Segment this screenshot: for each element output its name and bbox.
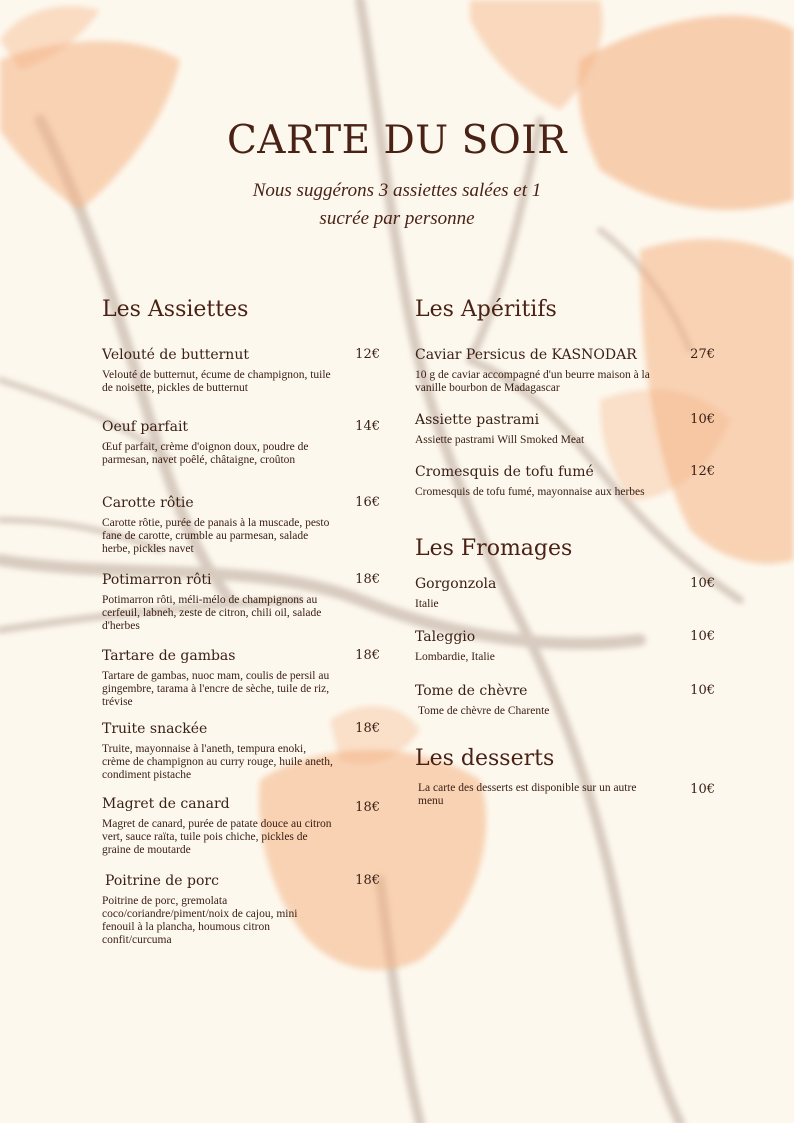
item-name: Oeuf parfait: [102, 419, 189, 435]
item-description: Velouté de butternut, écume de champignon, tuile de noisette, pickles de butternut: [102, 369, 331, 394]
section-title-aperitifs: Les Apéritifs: [415, 297, 557, 322]
item-name: Assiette pastrami: [415, 412, 540, 428]
item-price: 10€: [690, 629, 715, 644]
item-name: Caviar Persicus de KASNODAR: [415, 347, 637, 363]
item-description: Assiette pastrami Will Smoked Meat: [415, 434, 585, 446]
item-description: La carte des desserts est disponible sur un autre menu: [418, 782, 637, 807]
item-name: Taleggio: [415, 629, 476, 645]
page-subtitle: Nous suggérons 3 assiettes salées et 1 sucrée par personne: [252, 180, 542, 229]
item-price: 12€: [355, 347, 380, 362]
menu-item: [415, 683, 715, 718]
menu-item: [415, 412, 715, 447]
page-title: CARTE DU SOIR: [226, 118, 568, 163]
item-price: 10€: [690, 412, 715, 427]
item-name: Tome de chèvre: [415, 683, 528, 699]
item-price: 18€: [355, 648, 380, 663]
item-name: Carotte rôtie: [102, 495, 194, 511]
item-name: Poitrine de porc: [105, 873, 219, 889]
item-name: Tartare de gambas: [102, 648, 236, 664]
menu-item: [102, 873, 380, 947]
menu-item: [415, 464, 715, 499]
item-name: Truite snackée: [102, 721, 208, 737]
item-description: Truite, mayonnaise à l'aneth, tempura enoki, crème de champignon au curry rouge, huile aneth, condiment pistache: [102, 743, 333, 781]
item-price: 10€: [690, 683, 715, 698]
item-price: 12€: [690, 464, 715, 479]
item-name: Cromesquis de tofu fumé: [415, 464, 594, 480]
item-name: Potimarron rôti: [102, 572, 212, 588]
item-price: 16€: [355, 495, 380, 510]
item-price: 18€: [355, 873, 380, 888]
item-name: Magret de canard: [102, 796, 230, 812]
menu-item: [102, 721, 380, 782]
menu-item: [415, 347, 715, 395]
item-price: 18€: [355, 800, 380, 815]
item-price: 27€: [690, 347, 715, 362]
menu-item: [415, 629, 715, 664]
item-price: 14€: [355, 419, 380, 434]
item-description: Poitrine de porc, gremolata coco/coriandre/piment/noix de cajou, mini fenouil à la plancha, houmous citron confit/curcuma: [102, 895, 298, 946]
menu-item: [415, 576, 715, 611]
item-description: Potimarron rôti, méli-mélo de champignons au cerfeuil, labneh, zeste de citron, chili oil, salade d'herbes: [102, 594, 322, 632]
item-description: Œuf parfait, crème d'oignon doux, poudre de parmesan, navet poêlé, châtaigne, croûton: [102, 441, 309, 466]
menu-item: [102, 648, 380, 709]
item-description: Cromesquis de tofu fumé, mayonnaise aux herbes: [415, 486, 645, 498]
menu-item: [102, 347, 380, 395]
menu-item: [415, 782, 715, 808]
section-title-fromages: Les Fromages: [415, 536, 573, 561]
item-description: 10 g de caviar accompagné d'un beurre maison à la vanille bourbon de Madagascar: [415, 369, 650, 394]
item-price: 18€: [355, 572, 380, 587]
item-price: 10€: [690, 782, 715, 797]
section-title-desserts: Les desserts: [415, 746, 555, 771]
menu-item: [102, 419, 380, 467]
item-name: Velouté de butternut: [102, 347, 249, 363]
item-description: Lombardie, Italie: [415, 651, 495, 663]
item-price: 10€: [690, 576, 715, 591]
item-name: Gorgonzola: [415, 576, 497, 592]
item-description: Tome de chèvre de Charente: [418, 705, 550, 717]
menu-item: [102, 495, 380, 556]
item-description: Magret de canard, purée de patate douce au citron vert, sauce raïta, tuile pois chiche, pickles de graine de moutarde: [102, 818, 332, 856]
menu-item: [102, 796, 380, 857]
item-price: 18€: [355, 721, 380, 736]
item-description: Tartare de gambas, nuoc mam, coulis de persil au gingembre, tarama à l'encre de sèche, tuile de riz, trévise: [102, 670, 330, 708]
item-description: Carotte rôtie, purée de panais à la muscade, pesto fane de carotte, crumble au parmesan, salade herbe, pickles navet: [102, 517, 330, 555]
menu-item: [102, 572, 380, 633]
item-description: Italie: [415, 598, 439, 610]
section-title-assiettes: Les Assiettes: [102, 297, 249, 322]
